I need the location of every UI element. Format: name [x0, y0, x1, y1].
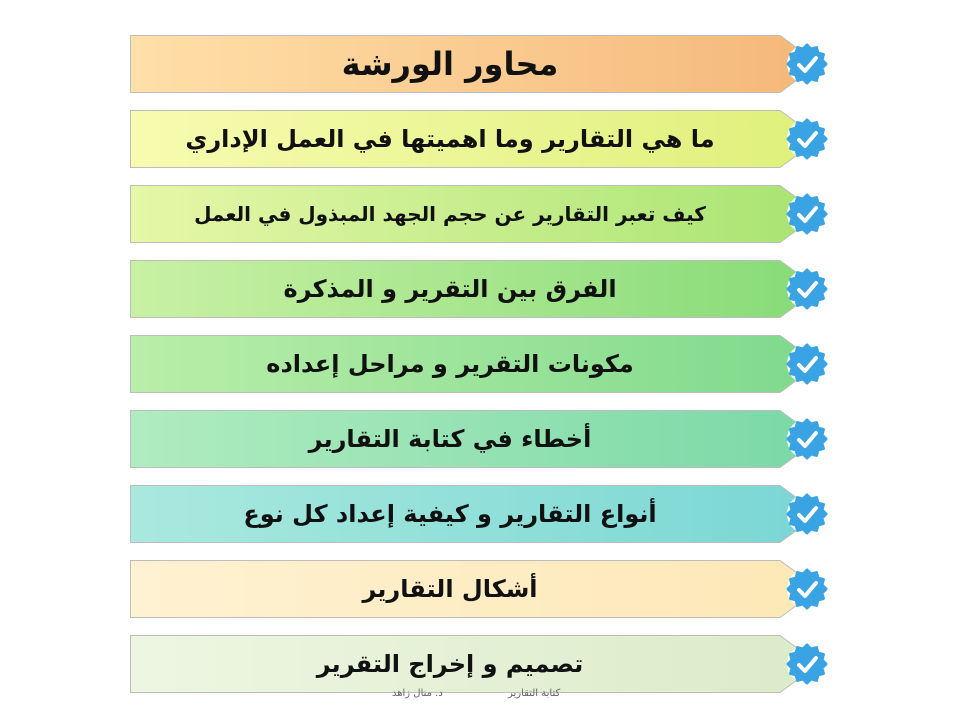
agenda-item [130, 260, 830, 318]
footer-title: كتابة التقارير [508, 688, 561, 699]
agenda-item-label: أنواع التقارير و كيفية إعداد كل نوع [243, 500, 657, 528]
verified-check-icon [786, 643, 828, 685]
agenda-item-label: أشكال التقارير [362, 575, 538, 603]
verified-check-icon [786, 493, 828, 535]
agenda-item-label: أخطاء في كتابة التقارير [308, 425, 592, 453]
agenda-item-label: ما هي التقارير وما اهميتها في العمل الإداري [185, 125, 715, 153]
agenda-item [130, 110, 830, 168]
agenda-item [130, 560, 830, 618]
agenda-item [130, 485, 830, 543]
agenda-item-label: كيف تعبر التقارير عن حجم الجهد المبذول في العمل [194, 202, 706, 226]
verified-check-icon [786, 193, 828, 235]
footer-author: د. منال زاهد [392, 688, 443, 699]
verified-check-icon [786, 568, 828, 610]
agenda-item-label: تصميم و إخراج التقرير [316, 650, 584, 678]
agenda-title-row [130, 35, 830, 93]
verified-check-icon [786, 343, 828, 385]
agenda-title: محاور الورشة [341, 45, 559, 83]
agenda-item [130, 635, 830, 693]
agenda-item-label: مكونات التقرير و مراحل إعداده [266, 350, 634, 378]
verified-check-icon [786, 43, 828, 85]
agenda-item [130, 335, 830, 393]
verified-check-icon [786, 118, 828, 160]
verified-check-icon [786, 418, 828, 460]
agenda-item [130, 410, 830, 468]
agenda-item-label: الفرق بين التقرير و المذكرة [283, 275, 617, 303]
verified-check-icon [786, 268, 828, 310]
agenda-item [130, 185, 830, 243]
